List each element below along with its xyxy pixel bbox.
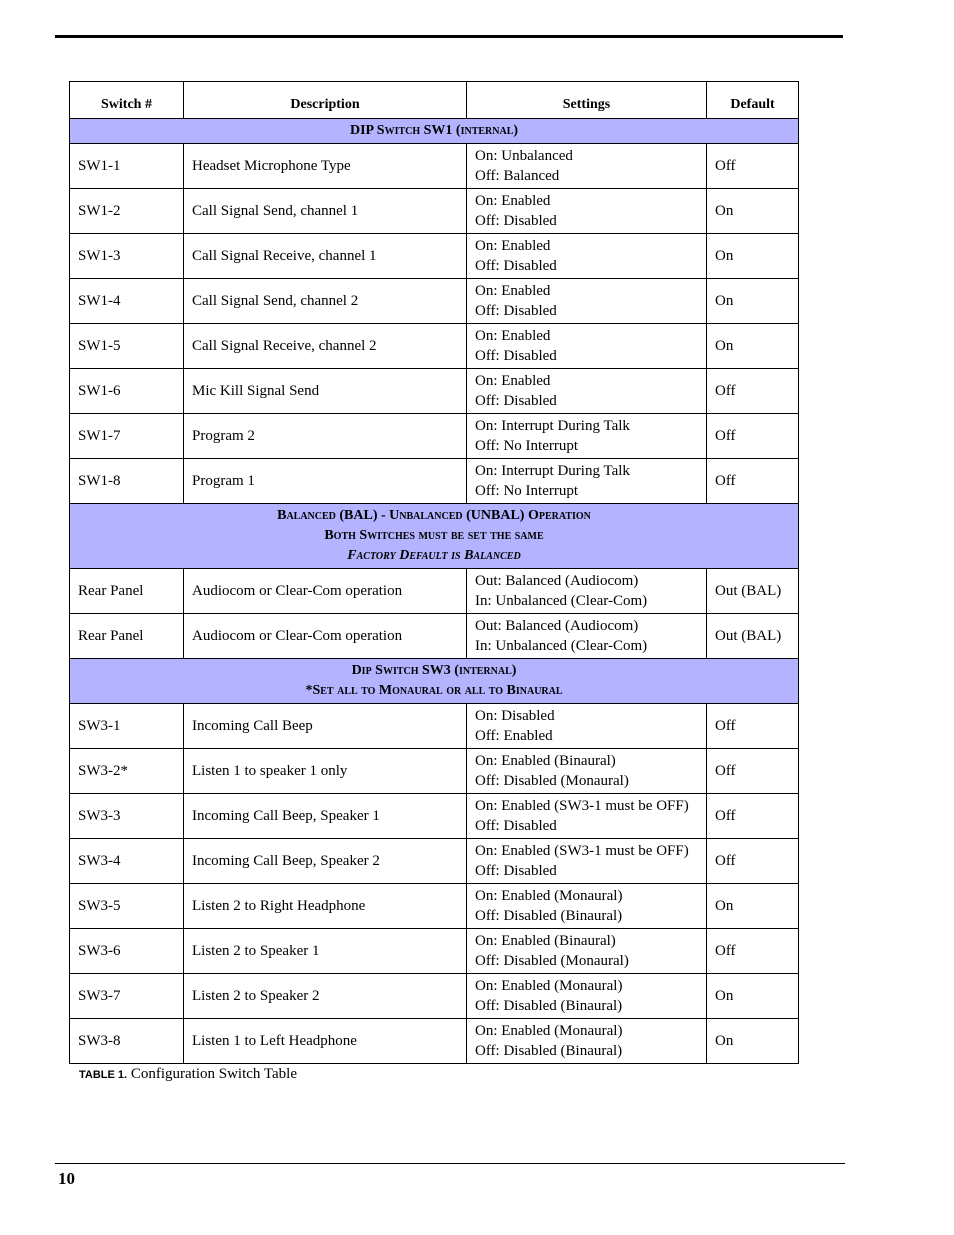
setting-off: Off: Disabled (Binaural) xyxy=(475,908,623,924)
setting-off: Off: Disabled (Monaural) xyxy=(475,953,629,969)
table-row xyxy=(70,459,799,504)
cell-switch: SW1-8 xyxy=(70,459,184,504)
setting-on: On: Enabled (Binaural) xyxy=(475,933,616,949)
setting-on: On: Interrupt During Talk xyxy=(475,418,630,434)
cell-settings xyxy=(467,369,707,414)
cell-default: Off xyxy=(707,929,799,974)
setting-off: In: Unbalanced (Clear-Com) xyxy=(475,593,648,609)
cell-switch: SW3-5 xyxy=(70,884,184,929)
setting-off: Off: Disabled xyxy=(475,303,557,319)
cell-switch: SW1-2 xyxy=(70,189,184,234)
cell-switch: SW3-8 xyxy=(70,1019,184,1064)
bottom-rule xyxy=(55,1163,845,1164)
setting-off: Off: Disabled (Binaural) xyxy=(475,998,623,1014)
table-row xyxy=(70,414,799,459)
table-row xyxy=(70,794,799,839)
cell-description: Listen 2 to Right Headphone xyxy=(184,884,467,929)
setting-on: On: Disabled xyxy=(475,708,555,724)
cell-description: Call Signal Receive, channel 2 xyxy=(184,324,467,369)
cell-settings xyxy=(467,1019,707,1064)
table-row xyxy=(70,974,799,1019)
cell-default: Off xyxy=(707,704,799,749)
section-heading-row xyxy=(70,659,799,704)
setting-on: On: Enabled xyxy=(475,193,551,209)
cell-switch: Rear Panel xyxy=(70,569,184,614)
section-heading xyxy=(70,504,799,569)
configuration-switch-table xyxy=(69,81,799,1064)
cell-settings xyxy=(467,974,707,1019)
cell-settings xyxy=(467,324,707,369)
section-heading xyxy=(70,659,799,704)
cell-switch: SW1-6 xyxy=(70,369,184,414)
cell-settings xyxy=(467,929,707,974)
table-row xyxy=(70,369,799,414)
setting-on: On: Enabled (Monaural) xyxy=(475,1023,623,1039)
cell-settings xyxy=(467,279,707,324)
cell-settings xyxy=(467,459,707,504)
setting-off: Off: Disabled (Binaural) xyxy=(475,1043,623,1059)
cell-switch: SW1-3 xyxy=(70,234,184,279)
section-heading-line: DIP Switch SW1 (internal) xyxy=(349,123,519,138)
cell-default: On xyxy=(707,234,799,279)
cell-switch: SW3-1 xyxy=(70,704,184,749)
setting-off: Off: No Interrupt xyxy=(475,438,579,454)
setting-on: On: Enabled xyxy=(475,238,551,254)
cell-description: Call Signal Send, channel 2 xyxy=(184,279,467,324)
cell-settings xyxy=(467,794,707,839)
setting-off: Off: Disabled (Monaural) xyxy=(475,773,629,789)
cell-settings xyxy=(467,839,707,884)
setting-off: Off: No Interrupt xyxy=(475,483,579,499)
cell-default: Off xyxy=(707,459,799,504)
section-heading-line: Balanced (BAL) - Unbalanced (UNBAL) Operation xyxy=(277,508,591,523)
cell-switch: SW3-4 xyxy=(70,839,184,884)
setting-on: On: Interrupt During Talk xyxy=(475,463,630,479)
cell-description: Call Signal Receive, channel 1 xyxy=(184,234,467,279)
cell-description: Incoming Call Beep, Speaker 2 xyxy=(184,839,467,884)
setting-off: Off: Disabled xyxy=(475,258,557,274)
table-row xyxy=(70,1019,799,1064)
cell-description: Incoming Call Beep xyxy=(184,704,467,749)
cell-switch: SW1-1 xyxy=(70,144,184,189)
header-default: Default xyxy=(707,82,799,119)
setting-off: Off: Disabled xyxy=(475,863,557,879)
cell-description: Call Signal Send, channel 1 xyxy=(184,189,467,234)
table-row xyxy=(70,569,799,614)
table-header-row xyxy=(70,82,799,119)
setting-off: Off: Disabled xyxy=(475,348,557,364)
setting-off: Off: Disabled xyxy=(475,213,557,229)
cell-default: Out (BAL) xyxy=(707,569,799,614)
header-description: Description xyxy=(184,82,467,119)
table-row xyxy=(70,189,799,234)
setting-off: Off: Enabled xyxy=(475,728,553,744)
cell-settings xyxy=(467,234,707,279)
table-body xyxy=(70,119,799,1064)
section-heading xyxy=(70,119,799,144)
setting-on: Out: Balanced (Audiocom) xyxy=(475,618,639,634)
cell-default: On xyxy=(707,974,799,1019)
table-row xyxy=(70,884,799,929)
section-heading-line: Both Switches must be set the same xyxy=(324,528,544,543)
setting-on: On: Enabled (SW3-1 must be OFF) xyxy=(475,798,689,814)
page-number: 10 xyxy=(58,1169,75,1188)
cell-description: Headset Microphone Type xyxy=(184,144,467,189)
setting-on: Out: Balanced (Audiocom) xyxy=(475,573,639,589)
caption-label: TABLE 1. xyxy=(79,1069,128,1081)
cell-description: Program 2 xyxy=(184,414,467,459)
cell-switch: SW3-3 xyxy=(70,794,184,839)
setting-on: On: Enabled xyxy=(475,373,551,389)
table-caption xyxy=(79,1066,297,1083)
caption-text: Configuration Switch Table xyxy=(130,1066,297,1082)
cell-default: On xyxy=(707,1019,799,1064)
cell-switch: SW3-6 xyxy=(70,929,184,974)
table-row xyxy=(70,929,799,974)
cell-description: Mic Kill Signal Send xyxy=(184,369,467,414)
setting-on: On: Enabled xyxy=(475,328,551,344)
setting-on: On: Enabled xyxy=(475,283,551,299)
table-row xyxy=(70,279,799,324)
section-heading-line: Factory Default is Balanced xyxy=(347,548,521,563)
header-switch: Switch # xyxy=(70,82,184,119)
cell-settings xyxy=(467,144,707,189)
setting-on: On: Unbalanced xyxy=(475,148,573,164)
section-heading-row xyxy=(70,504,799,569)
cell-default: Off xyxy=(707,794,799,839)
table-row xyxy=(70,324,799,369)
cell-settings xyxy=(467,189,707,234)
cell-settings xyxy=(467,569,707,614)
cell-settings xyxy=(467,749,707,794)
cell-switch: SW1-7 xyxy=(70,414,184,459)
cell-default: Off xyxy=(707,414,799,459)
setting-on: On: Enabled (Monaural) xyxy=(475,888,623,904)
section-heading-row xyxy=(70,119,799,144)
cell-default: On xyxy=(707,884,799,929)
table-row xyxy=(70,144,799,189)
cell-switch: SW3-7 xyxy=(70,974,184,1019)
cell-default: Off xyxy=(707,369,799,414)
setting-on: On: Enabled (SW3-1 must be OFF) xyxy=(475,843,689,859)
cell-settings xyxy=(467,414,707,459)
section-heading-line: *Set all to Monaural or all to Binaural xyxy=(305,683,563,698)
cell-default: Out (BAL) xyxy=(707,614,799,659)
table-row xyxy=(70,839,799,884)
setting-off: Off: Balanced xyxy=(475,168,560,184)
cell-settings xyxy=(467,614,707,659)
table-row xyxy=(70,614,799,659)
cell-description: Listen 1 to Left Headphone xyxy=(184,1019,467,1064)
cell-switch: SW1-4 xyxy=(70,279,184,324)
cell-default: On xyxy=(707,189,799,234)
table-row xyxy=(70,704,799,749)
cell-description: Program 1 xyxy=(184,459,467,504)
section-heading-line: Dip Switch SW3 (internal) xyxy=(351,663,517,678)
cell-switch: SW3-2* xyxy=(70,749,184,794)
cell-switch: Rear Panel xyxy=(70,614,184,659)
setting-off: In: Unbalanced (Clear-Com) xyxy=(475,638,648,654)
cell-description: Listen 2 to Speaker 1 xyxy=(184,929,467,974)
cell-default: On xyxy=(707,279,799,324)
cell-settings xyxy=(467,884,707,929)
cell-switch: SW1-5 xyxy=(70,324,184,369)
setting-on: On: Enabled (Monaural) xyxy=(475,978,623,994)
cell-description: Incoming Call Beep, Speaker 1 xyxy=(184,794,467,839)
header-settings: Settings xyxy=(467,82,707,119)
setting-off: Off: Disabled xyxy=(475,393,557,409)
cell-description: Audiocom or Clear-Com operation xyxy=(184,614,467,659)
cell-default: On xyxy=(707,324,799,369)
table-row xyxy=(70,234,799,279)
top-rule xyxy=(55,35,843,38)
cell-default: Off xyxy=(707,144,799,189)
cell-default: Off xyxy=(707,749,799,794)
cell-settings xyxy=(467,704,707,749)
setting-on: On: Enabled (Binaural) xyxy=(475,753,616,769)
setting-off: Off: Disabled xyxy=(475,818,557,834)
cell-description: Audiocom or Clear-Com operation xyxy=(184,569,467,614)
cell-description: Listen 2 to Speaker 2 xyxy=(184,974,467,1019)
cell-description: Listen 1 to speaker 1 only xyxy=(184,749,467,794)
cell-default: Off xyxy=(707,839,799,884)
table-row xyxy=(70,749,799,794)
